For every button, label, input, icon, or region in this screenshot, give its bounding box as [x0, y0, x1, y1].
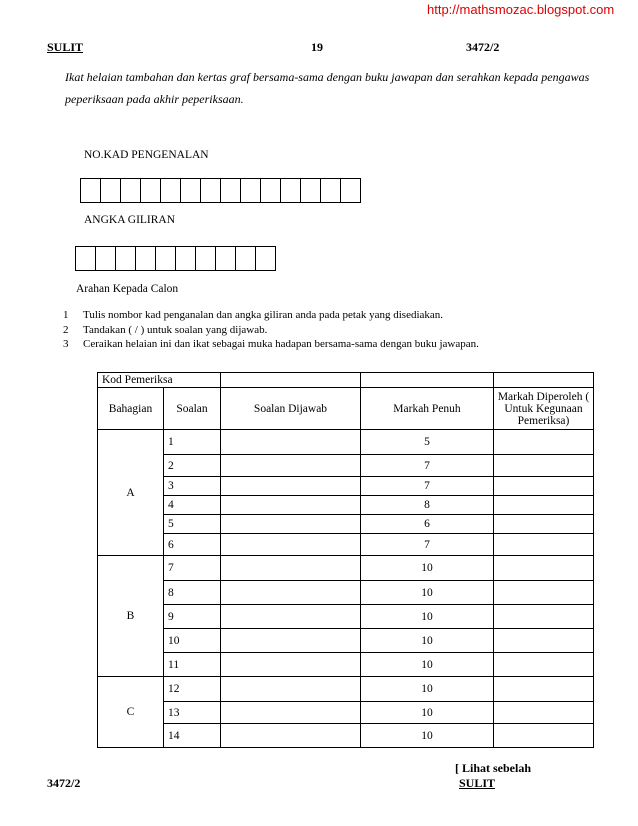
- ic-digit-box[interactable]: [200, 178, 221, 203]
- header-markah-diperoleh: Markah Diperoleh ( Untuk Kegunaan Pemeriksa): [494, 388, 594, 430]
- question-number: 10: [164, 629, 221, 653]
- ic-digit-box[interactable]: [140, 178, 161, 203]
- directions-list: [63, 308, 479, 352]
- direction-text: Tulis nombor kad penganalan dan angka giliran anda pada petak yang disediakan.: [83, 309, 444, 321]
- table-row: [98, 534, 594, 556]
- direction-text: Tandakan ( / ) untuk soalan yang dijawab.: [83, 323, 268, 336]
- answered-checkbox-cell[interactable]: [221, 455, 361, 477]
- marks-obtained-cell[interactable]: [494, 556, 594, 581]
- question-number: 9: [164, 605, 221, 629]
- instruction-text: Ikat helaian tambahan dan kertas graf bersama-sama dengan buku jawapan dan serahkan kepada pengawas peperiksaan pada akhir peperiksaan.: [65, 70, 590, 106]
- directions-title: Arahan Kepada Calon: [76, 283, 179, 295]
- table-row: [98, 724, 594, 748]
- marks-obtained-cell[interactable]: [494, 605, 594, 629]
- table-row: [98, 430, 594, 455]
- answered-checkbox-cell[interactable]: [221, 605, 361, 629]
- index-digit-box[interactable]: [235, 246, 256, 271]
- answered-checkbox-cell[interactable]: [221, 653, 361, 677]
- watermark-url[interactable]: http://mathsmozac.blogspot.com: [427, 2, 615, 17]
- question-number: 6: [164, 534, 221, 556]
- ic-digit-box[interactable]: [160, 178, 181, 203]
- answered-checkbox-cell[interactable]: [221, 677, 361, 702]
- answered-checkbox-cell[interactable]: [221, 724, 361, 748]
- table-row: [98, 702, 594, 724]
- answered-checkbox-cell[interactable]: [221, 430, 361, 455]
- question-number: 4: [164, 496, 221, 515]
- table-row: [98, 605, 594, 629]
- table-row: [98, 653, 594, 677]
- header-soalan: Soalan: [164, 388, 221, 430]
- answered-checkbox-cell[interactable]: [221, 629, 361, 653]
- full-marks: 7: [361, 477, 494, 496]
- marks-obtained-cell[interactable]: [494, 430, 594, 455]
- index-digit-box[interactable]: [135, 246, 156, 271]
- full-marks: 10: [361, 605, 494, 629]
- table-row: [98, 581, 594, 605]
- marks-obtained-cell[interactable]: [494, 653, 594, 677]
- ic-digit-box[interactable]: [220, 178, 241, 203]
- header-soalan-dijawab: Soalan Dijawab: [221, 388, 361, 430]
- ic-digit-box[interactable]: [100, 178, 121, 203]
- table-row: [98, 496, 594, 515]
- question-number: 13: [164, 702, 221, 724]
- marks-obtained-cell[interactable]: [494, 534, 594, 556]
- table-row: [98, 477, 594, 496]
- marks-obtained-cell[interactable]: [494, 629, 594, 653]
- full-marks: 10: [361, 629, 494, 653]
- answered-checkbox-cell[interactable]: [221, 556, 361, 581]
- answered-checkbox-cell[interactable]: [221, 477, 361, 496]
- answered-checkbox-cell[interactable]: [221, 581, 361, 605]
- ic-digit-box[interactable]: [340, 178, 361, 203]
- question-number: 2: [164, 455, 221, 477]
- section-label: A: [98, 430, 164, 556]
- marks-obtained-cell[interactable]: [494, 581, 594, 605]
- question-number: 8: [164, 581, 221, 605]
- header-page-number: 19: [311, 40, 323, 54]
- full-marks: 10: [361, 653, 494, 677]
- table-cell: [361, 373, 494, 388]
- question-number: 7: [164, 556, 221, 581]
- table-row: [98, 677, 594, 702]
- table-header-row: [98, 388, 594, 430]
- ic-digit-box[interactable]: [240, 178, 261, 203]
- full-marks: 10: [361, 556, 494, 581]
- direction-item: [63, 323, 479, 338]
- footer-paper-code: 3472/2: [47, 776, 81, 790]
- index-digit-box[interactable]: [95, 246, 116, 271]
- ic-digit-box[interactable]: [280, 178, 301, 203]
- header-markah-penuh: Markah Penuh: [361, 388, 494, 430]
- direction-item: [63, 337, 479, 352]
- index-digit-box[interactable]: [215, 246, 236, 271]
- marks-obtained-cell[interactable]: [494, 455, 594, 477]
- full-marks: 5: [361, 430, 494, 455]
- answered-checkbox-cell[interactable]: [221, 534, 361, 556]
- section-label: C: [98, 677, 164, 748]
- answered-checkbox-cell[interactable]: [221, 702, 361, 724]
- kod-pemeriksa-label: Kod Pemeriksa: [98, 373, 221, 388]
- answered-checkbox-cell[interactable]: [221, 496, 361, 515]
- index-digit-box[interactable]: [155, 246, 176, 271]
- full-marks: 7: [361, 455, 494, 477]
- index-digit-box[interactable]: [255, 246, 276, 271]
- marks-obtained-cell[interactable]: [494, 677, 594, 702]
- full-marks: 10: [361, 677, 494, 702]
- index-digit-box[interactable]: [115, 246, 136, 271]
- ic-digit-box[interactable]: [180, 178, 201, 203]
- index-number-boxes[interactable]: [75, 246, 276, 271]
- full-marks: 10: [361, 581, 494, 605]
- ic-number-boxes[interactable]: [80, 178, 361, 203]
- header-bahagian: Bahagian: [98, 388, 164, 430]
- index-digit-box[interactable]: [175, 246, 196, 271]
- ic-digit-box[interactable]: [260, 178, 281, 203]
- header-sulit: SULIT: [47, 40, 84, 54]
- full-marks: 10: [361, 724, 494, 748]
- table-row: [98, 556, 594, 581]
- direction-number: 2: [63, 323, 69, 336]
- table-cell: [494, 373, 594, 388]
- header-paper-code: 3472/2: [466, 40, 500, 54]
- ic-label: NO.KAD PENGENALAN: [84, 149, 209, 161]
- direction-item: [63, 308, 479, 323]
- marks-obtained-cell[interactable]: [494, 702, 594, 724]
- full-marks: 8: [361, 496, 494, 515]
- ic-digit-box[interactable]: [80, 178, 101, 203]
- section-label: B: [98, 556, 164, 677]
- index-digit-box[interactable]: [195, 246, 216, 271]
- question-number: 11: [164, 653, 221, 677]
- question-number: 5: [164, 515, 221, 534]
- marks-obtained-cell[interactable]: [494, 515, 594, 534]
- question-number: 1: [164, 430, 221, 455]
- full-marks: 7: [361, 534, 494, 556]
- table-row: [98, 629, 594, 653]
- question-number: 3: [164, 477, 221, 496]
- turn-over-note: [ Lihat sebelah: [455, 761, 532, 775]
- answered-checkbox-cell[interactable]: [221, 515, 361, 534]
- ic-digit-box[interactable]: [320, 178, 341, 203]
- question-number: 12: [164, 677, 221, 702]
- direction-number: 1: [63, 309, 69, 321]
- ic-digit-box[interactable]: [120, 178, 141, 203]
- table-row: [98, 515, 594, 534]
- direction-text: Ceraikan helaian ini dan ikat sebagai muka hadapan bersama-sama dengan buku jawapan.: [83, 338, 479, 350]
- marks-table: [97, 372, 594, 748]
- full-marks: 10: [361, 702, 494, 724]
- table-row: [98, 455, 594, 477]
- full-marks: 6: [361, 515, 494, 534]
- marks-obtained-cell[interactable]: [494, 477, 594, 496]
- footer-sulit: SULIT: [459, 776, 496, 790]
- marks-obtained-cell[interactable]: [494, 724, 594, 748]
- index-digit-box[interactable]: [75, 246, 96, 271]
- index-label: ANGKA GILIRAN: [84, 214, 176, 226]
- question-number: 14: [164, 724, 221, 748]
- marks-obtained-cell[interactable]: [494, 496, 594, 515]
- table-row: [98, 373, 594, 388]
- direction-number: 3: [63, 338, 69, 350]
- table-cell: [221, 373, 361, 388]
- ic-digit-box[interactable]: [300, 178, 321, 203]
